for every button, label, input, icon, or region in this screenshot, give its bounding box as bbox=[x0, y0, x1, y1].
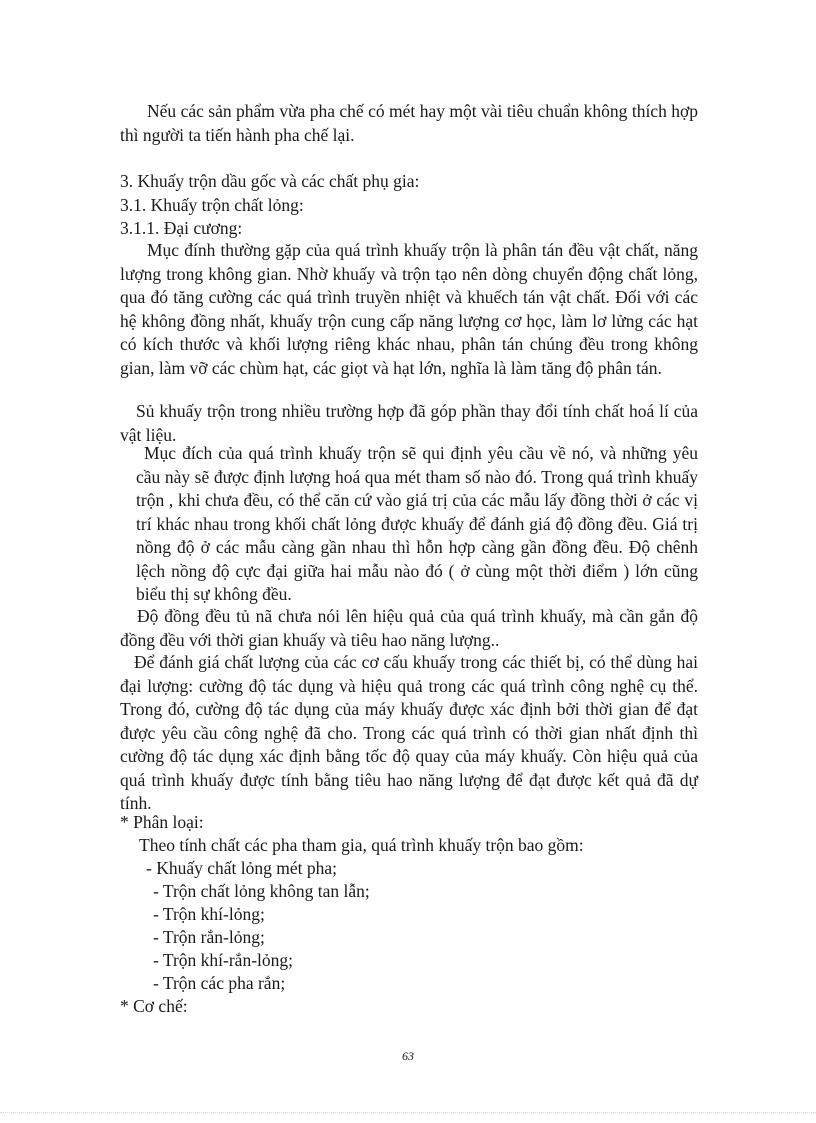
section-heading: 3. Khuấy trộn dầu gốc và các chất phụ gia: bbox=[120, 171, 420, 191]
intro-paragraph: Nếu các sản phẩm vừa pha chế có mét hay một vài tiêu chuẩn không thích hợp thì người ta tiến hành pha chế lại. bbox=[120, 101, 698, 145]
page-number: 63 bbox=[402, 1049, 414, 1063]
list-item: - Trộn khí-lỏng; bbox=[153, 904, 265, 924]
list-item: - Khuấy chất lỏng mét pha; bbox=[146, 858, 337, 878]
body-paragraph: Mục đích của quá trình khuấy trộn sẽ qui định yêu cầu về nó, và những yêu cầu này sẽ được định lượng hoá qua mét tham số nào đó. Trong quá trình khuấy trộn , khi chưa đều, có thể căn cứ vào giá trị của các mẫu lấy đồng thời ở các vị trí khác nhau trong khối chất lỏng được khuấy để đánh giá độ đồng đều. Giá trị nồng độ ở các mẫu càng gần nhau thì hỗn hợp càng gần đồng đều. Độ chênh lệch nồng độ cực đại giữa hai mẫu nào đó ( ở cùng một thời điểm ) lớn cũng biểu thị sự không đều. bbox=[136, 443, 698, 604]
classification-label: * Phân loại: bbox=[120, 812, 204, 832]
list-item: - Trộn khí-rắn-lỏng; bbox=[153, 950, 293, 970]
list-item: - Trộn các pha rắn; bbox=[153, 973, 286, 993]
subsection-heading: 3.1. Khuấy trộn chất lỏng: bbox=[120, 195, 304, 215]
body-paragraph: Để đánh giá chất lượng của các cơ cấu khuấy trong các thiết bị, có thể dùng hai đại lượng: cường độ tác dụng và hiệu quả trong các quá trình công nghệ cụ thể. Trong đó, cường độ tác dụng của máy khuấy được xác định bởi thời gian để đạt được yêu cầu công nghệ đã cho. Trong các quá trình có thời gian nhất định thì cường độ tác dụng xác định bằng tốc độ quay của máy khuấy. Còn hiệu quả của quá trình khuấy được tính bằng tiêu hao năng lượng để đạt được kết quả đã dự tính. bbox=[120, 652, 698, 813]
mechanism-label: * Cơ chế: bbox=[120, 996, 188, 1016]
bottom-dotted-rule bbox=[0, 1112, 816, 1113]
body-paragraph: Sủ khuấy trộn trong nhiều trường hợp đã góp phần thay đổi tính chất hoá lí của vật liệu. bbox=[120, 401, 698, 445]
body-paragraph: Độ đồng đều tủ nã chưa nói lên hiệu quả của quá trình khuấy, mà cần gắn độ đồng đều với thời gian khuấy và tiêu hao năng lượng.. bbox=[120, 606, 698, 650]
classification-intro: Theo tính chất các pha tham gia, quá trình khuấy trộn bao gồm: bbox=[139, 835, 584, 855]
body-paragraph: Mục đính thường gặp của quá trình khuấy trộn là phân tán đều vật chất, năng lượng trong không gian. Nhờ khuấy và trộn tạo nên dòng chuyển động chất lỏng, qua đó tăng cường các quá trình truyền nhiệt và khuếch tán vật chất. Đối với các hệ không đồng nhất, khuấy trộn cung cấp năng lượng cơ học, làm lơ lửng các hạt có kích thước và khối lượng riêng khác nhau, phân tán chúng đều trong không gian, làm vỡ các chùm hạt, các giọt và hạt lớn, nghĩa là làm tăng độ phân tán. bbox=[120, 240, 698, 378]
list-item: - Trộn chất lỏng không tan lẫn; bbox=[153, 881, 370, 901]
list-item: - Trộn rắn-lỏng; bbox=[153, 927, 265, 947]
subsubsection-heading: 3.1.1. Đại cương: bbox=[120, 218, 243, 238]
